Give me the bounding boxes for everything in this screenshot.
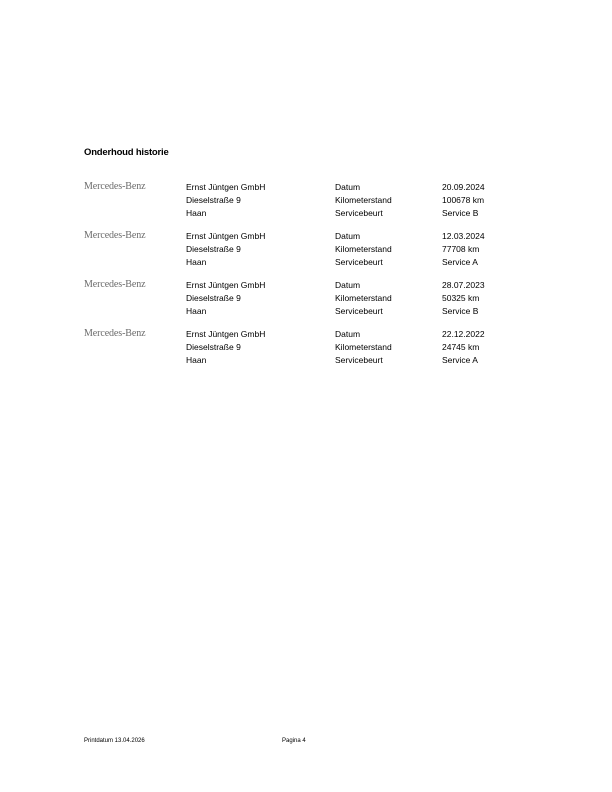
field-values: [442, 328, 485, 367]
mileage-label: Kilometerstand: [335, 342, 392, 352]
mercedes-benz-logo: Mercedes-Benz: [84, 328, 146, 339]
page-number: Pagina 4: [282, 738, 306, 744]
date-value: 12.03.2024: [442, 231, 485, 241]
dealer-city: Haan: [186, 355, 207, 365]
field-labels: [335, 230, 392, 269]
list-item: [84, 181, 544, 230]
service-label: Servicebeurt: [335, 208, 383, 218]
mileage-value: 77708 km: [442, 244, 480, 254]
page-title: Onderhoud historie: [84, 147, 169, 158]
mileage-value: 24745 km: [442, 342, 480, 352]
dealer-address: [186, 328, 265, 367]
mercedes-benz-logo: Mercedes-Benz: [84, 181, 146, 192]
dealer-city: Haan: [186, 306, 207, 316]
dealer-street: Dieselstraße 9: [186, 342, 241, 352]
dealer-street: Dieselstraße 9: [186, 293, 241, 303]
print-date: Printdatum 13.04.2026: [84, 738, 145, 744]
mercedes-benz-logo: Mercedes-Benz: [84, 279, 146, 290]
list-item: [84, 279, 544, 328]
mileage-value: 50325 km: [442, 293, 480, 303]
date-label: Datum: [335, 231, 361, 241]
date-value: 20.09.2024: [442, 182, 485, 192]
dealer-name: Ernst Jüntgen GmbH: [186, 182, 266, 192]
list-item: [84, 230, 544, 279]
date-label: Datum: [335, 329, 361, 339]
field-values: [442, 230, 485, 269]
date-value: 22.12.2022: [442, 329, 485, 339]
dealer-name: Ernst Jüntgen GmbH: [186, 231, 266, 241]
date-label: Datum: [335, 280, 361, 290]
mileage-label: Kilometerstand: [335, 244, 392, 254]
mercedes-benz-logo: Mercedes-Benz: [84, 230, 146, 241]
dealer-address: [186, 230, 265, 269]
mileage-label: Kilometerstand: [335, 195, 392, 205]
mileage-label: Kilometerstand: [335, 293, 392, 303]
field-labels: [335, 328, 392, 367]
mileage-value: 100678 km: [442, 195, 485, 205]
service-label: Servicebeurt: [335, 306, 383, 316]
dealer-street: Dieselstraße 9: [186, 244, 241, 254]
field-values: [442, 279, 485, 318]
service-value: Service A: [442, 355, 478, 365]
dealer-street: Dieselstraße 9: [186, 195, 241, 205]
field-labels: [335, 279, 392, 318]
dealer-name: Ernst Jüntgen GmbH: [186, 329, 266, 339]
dealer-city: Haan: [186, 257, 207, 267]
service-label: Servicebeurt: [335, 257, 383, 267]
date-label: Datum: [335, 182, 361, 192]
date-value: 28.07.2023: [442, 280, 485, 290]
field-values: [442, 181, 485, 220]
service-value: Service A: [442, 257, 478, 267]
service-value: Service B: [442, 306, 479, 316]
field-labels: [335, 181, 392, 220]
dealer-city: Haan: [186, 208, 207, 218]
dealer-address: [186, 279, 265, 318]
service-label: Servicebeurt: [335, 355, 383, 365]
service-value: Service B: [442, 208, 479, 218]
dealer-address: [186, 181, 265, 220]
maintenance-history-list: [84, 181, 544, 377]
list-item: [84, 328, 544, 377]
dealer-name: Ernst Jüntgen GmbH: [186, 280, 266, 290]
